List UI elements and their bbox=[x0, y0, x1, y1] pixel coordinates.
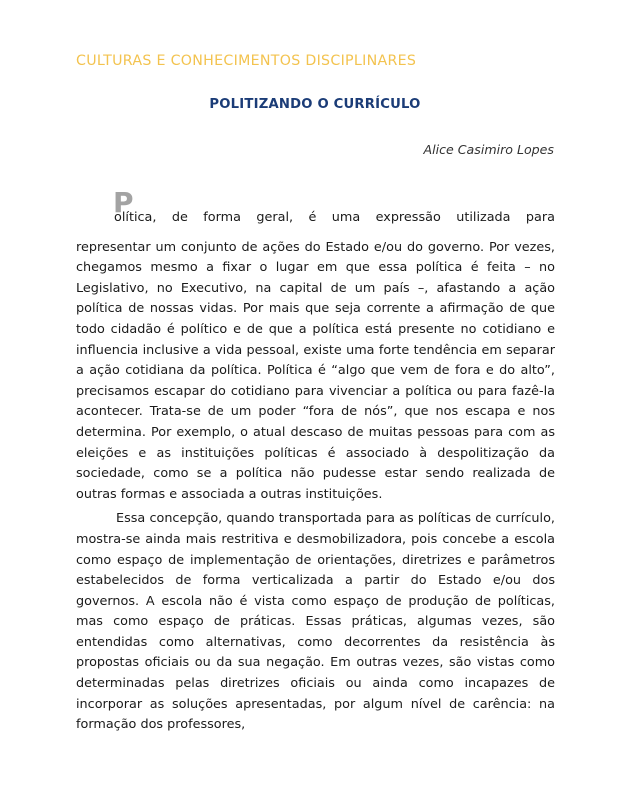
article-body bbox=[76, 186, 555, 736]
paragraph-1-body: representar um conjunto de ações do Estado e/ou do governo. Por vezes, chegamos mesmo a fixar o lugar em que essa política é feita – no Legislativo, no Executivo, na capital de um país –, afastando a ação política de nossas vidas. Por mais que seja corrente a afirmação de que todo cidadão é político e de que a política está presente no cotidiano e influencia inclusive a vida pessoal, existe uma forte tendência em separar a ação cotidiana da política. Política é “algo que vem de fora e do alto”, precisamos escapar do cotidiano para vivenciar a política ou para fazê-la acontecer. Trata-se de um poder “fora de nós”, que nos escapa e nos determina. Por exemplo, o atual descaso de muitas pessoas para com as eleições e as instituições políticas é associado à despolitização da sociedade, como se a política não pudesse estar sendo realizada de outras formas e associada a outras instituições. bbox=[76, 239, 555, 502]
drop-cap: P bbox=[113, 186, 134, 219]
paragraph-2: Essa concepção, quando transportada para as políticas de currículo, mostra-se ainda mais restritiva e desmobilizadora, pois concebe a escola como espaço de implementação de orientações, diretrizes e parâmetros estabelecidos de forma verticalizada a partir do Estado e/ou dos governos. A escola não é vista como espaço de produção de políticas, mas como espaço de práticas. Essas práticas, algumas vezes, são entendidas como alternativas, como decorrentes da resistência às propostas oficiais ou da sua negação. Em outras vezes, são vistas como determinadas pelas diretrizes oficiais ou ainda como incapazes de incorporar as soluções apresentadas, por algum nível de carência: na formação dos professores, bbox=[76, 511, 555, 733]
author-name: Alice Casimiro Lopes bbox=[423, 142, 554, 157]
article-title: POLITIZANDO O CURRÍCULO bbox=[209, 97, 421, 112]
paragraph-1-first-line bbox=[76, 186, 555, 229]
paragraph-1-first-line-text: olítica, de forma geral, é uma expressão utilizada para bbox=[114, 210, 555, 225]
running-head: CULTURAS E CONHECIMENTOS DISCIPLINARES bbox=[76, 53, 417, 69]
